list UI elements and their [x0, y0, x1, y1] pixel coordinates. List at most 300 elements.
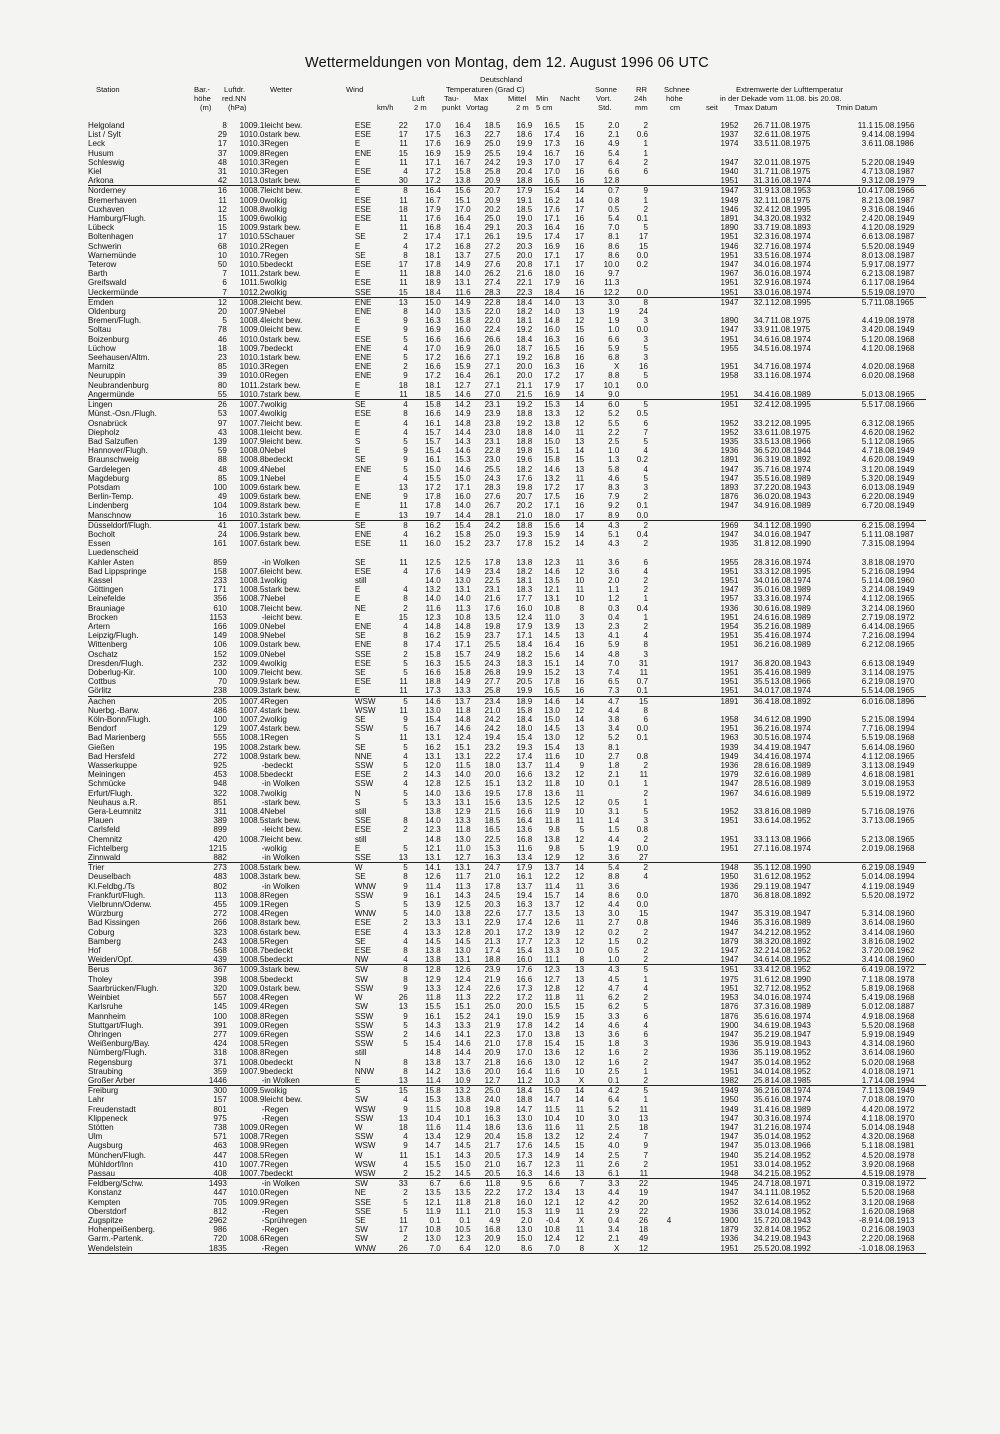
sunshine: 8.3	[608, 482, 620, 492]
since-year: 1954	[720, 621, 739, 631]
weather: Regen	[264, 250, 289, 260]
weather: Nebel	[264, 621, 286, 631]
since-year: 1936	[720, 1206, 739, 1216]
temp-mean: 13.7	[516, 761, 533, 771]
baro-height: 85	[217, 362, 227, 372]
wind-dir: NNW	[354, 1066, 375, 1076]
tmin-value: 5.9	[861, 1029, 873, 1039]
pressure: 1010.3	[239, 510, 265, 520]
temp-mean: 15.4	[516, 946, 533, 956]
precip: 1	[643, 148, 649, 158]
temp-mean: 16.4	[516, 816, 533, 826]
temp-air: 18.4	[425, 287, 441, 297]
wind-speed: 2	[403, 603, 408, 613]
tmin-value	[827, 650, 873, 659]
baro-height: 23	[217, 353, 227, 363]
temp-mean: 15.8	[516, 705, 533, 715]
wind-dir: still	[354, 575, 367, 585]
table-row	[88, 1095, 926, 1104]
sunshine: 5.5	[608, 418, 620, 428]
sunshine: 6.5	[608, 677, 620, 687]
wind-speed: 4	[388, 400, 408, 410]
tmax-value: 34.4	[753, 742, 770, 752]
precip: 2	[643, 788, 649, 798]
pressure: 1007.4	[239, 705, 265, 715]
temp-max: 4.9	[489, 1215, 501, 1225]
since-year: 1893	[720, 482, 739, 492]
temp-max: 13.5	[484, 612, 501, 622]
since-year	[690, 798, 739, 807]
since-year: 1936	[720, 1039, 739, 1049]
weather: Regen	[264, 890, 289, 900]
table-row	[88, 1114, 926, 1123]
wind-dir: SSE	[354, 649, 372, 659]
station-name: Karlsruhe	[88, 1002, 123, 1012]
pressure: 1008.9	[239, 1141, 265, 1151]
since-year	[690, 825, 739, 834]
since-year: 1876	[720, 1011, 739, 1021]
temp-max: 19.8	[484, 621, 501, 631]
tmax-date: 16.08.1989	[770, 761, 811, 771]
snow-depth	[648, 344, 690, 353]
station-name: Hof	[88, 946, 101, 956]
tmax-date: 12.08.1990	[769, 863, 826, 873]
pressure: 1008.7	[239, 834, 265, 844]
table-row	[88, 1076, 926, 1086]
wind-dir: ESE	[354, 566, 372, 576]
table-row	[88, 511, 926, 521]
temp-max: 20.5	[484, 1150, 501, 1160]
temp-air: 18.1	[425, 380, 441, 390]
temp-max: 23.0	[484, 427, 501, 437]
weather: Schauer	[264, 232, 295, 242]
weather: stark bew.	[264, 872, 301, 882]
table-row	[88, 835, 926, 844]
baro-height: 266	[213, 918, 227, 928]
baro-height: 323	[213, 927, 227, 937]
pressure: 1008.8	[239, 1048, 265, 1058]
sunshine: 1.0	[608, 446, 620, 456]
baro-height: 49	[217, 492, 227, 502]
tmax-date: 12.08.1990	[770, 974, 811, 984]
tmin-value: 3.8	[861, 936, 873, 946]
wind-dir: SSW	[354, 1011, 374, 1021]
tmax-date: 20.08.1943	[770, 658, 811, 668]
dewpoint: 12.4	[454, 983, 471, 993]
weather: Regen	[264, 139, 289, 149]
tmin-value: 3.8	[861, 557, 873, 567]
temp-air: 13.1	[425, 733, 441, 743]
since-year: 1876	[720, 492, 739, 502]
temp-mean: 18.2	[516, 307, 533, 317]
wind-dir: E	[354, 380, 361, 390]
tmin-value: 5.7	[861, 807, 873, 817]
tmax-value: 34.6	[753, 334, 770, 344]
precip: 15	[639, 909, 649, 919]
temp-min: 13.3	[544, 946, 560, 956]
temp-min: 15.5	[544, 1002, 560, 1012]
sunshine: 9.7	[608, 269, 620, 279]
sunshine: 1.3	[608, 455, 620, 465]
tmin-date: 12.08.1965	[873, 418, 915, 428]
sunshine: 5.1	[608, 529, 620, 539]
tmin-value: 10.4	[827, 186, 873, 196]
baro-height: 50	[217, 260, 227, 270]
temp-air: 17.1	[425, 157, 441, 167]
table-row	[88, 761, 926, 770]
temp-max: 11.8	[471, 1179, 501, 1189]
wind-dir: SSW	[354, 1039, 374, 1049]
dewpoint: 13.3	[454, 686, 471, 696]
since-year: 1945	[690, 1179, 739, 1189]
snow-depth	[648, 613, 690, 622]
snow-depth	[648, 176, 690, 186]
tmin-value: 4.7	[861, 446, 873, 456]
pressure: -	[261, 1215, 265, 1225]
station-name: Neuruppin	[88, 371, 126, 381]
temp-night: 12	[575, 1048, 585, 1058]
sunshine: 1.8	[608, 1039, 620, 1049]
baro-height: 975	[213, 1113, 227, 1123]
precip: 0.8	[636, 825, 649, 835]
tmax-value: 33.6	[753, 816, 770, 826]
header-sonne1: Sonne	[595, 85, 617, 94]
tmin-date: 20.08.1968	[873, 362, 915, 372]
tmax-date: 12.08.1995	[770, 418, 811, 428]
tmin-date: 20.08.1962	[873, 946, 915, 956]
since-year: 1900	[720, 1215, 739, 1225]
temp-mean: 13.7	[516, 881, 533, 891]
station-name: Lüchow	[88, 343, 116, 353]
pressure: 1013.0	[239, 176, 265, 186]
tmin-date: 18.08.1970	[873, 1113, 915, 1123]
tmin-value: 6.4	[861, 621, 873, 631]
temp-air: 16.6	[425, 409, 441, 419]
wind-dir: ESE	[354, 195, 372, 205]
sunshine: 4.8	[608, 649, 620, 659]
wind-speed: 8	[403, 1057, 408, 1067]
pressure: 1009.9	[239, 223, 265, 233]
station-name: Boizenburg	[88, 334, 129, 344]
temp-min: 15.2	[544, 539, 560, 549]
station-name: Schmücke	[88, 779, 126, 789]
weather: Regen	[264, 1020, 289, 1030]
temp-night: 14	[560, 400, 584, 410]
station-name: Diepholz	[88, 427, 120, 437]
temp-air: 13.3	[425, 797, 441, 807]
tmax-date: 14.08.1952	[770, 955, 811, 965]
sunshine: 4.9	[608, 139, 620, 149]
weather: bedeckt	[264, 974, 293, 984]
temp-mean: 16.9	[516, 121, 533, 130]
since-year: 1951	[720, 612, 739, 622]
tmax-date: 16.08.1974	[770, 371, 811, 381]
tmin-date: 18.08.1981	[873, 1141, 915, 1151]
temp-night: 12	[575, 418, 585, 428]
precip: 0.5	[636, 409, 649, 419]
snow-depth	[648, 891, 690, 900]
precip: 0.2	[636, 455, 649, 465]
tmin-value: 4.1	[861, 1113, 873, 1123]
temp-mean: 18.4	[516, 640, 533, 650]
wind-dir: SSW	[354, 724, 374, 734]
station-name: Greifswald	[88, 278, 127, 288]
snow-depth	[648, 622, 690, 631]
weather: stark bew.	[264, 927, 301, 937]
station-name: Vielbrunn/Odenw.	[88, 900, 152, 910]
table-row	[88, 335, 926, 344]
tmin-date: 20.08.1968	[873, 343, 915, 353]
sunshine: 0.5	[608, 946, 620, 956]
temp-air: 12.1	[425, 843, 441, 853]
temp-max: 22.5	[484, 575, 501, 585]
precip: 7	[643, 427, 649, 437]
tmax-value: 32.0	[753, 157, 770, 167]
since-year: 1879	[720, 936, 739, 946]
tmax-date: 14.08.1952	[770, 1225, 811, 1235]
dewpoint: 17.1	[454, 232, 471, 242]
table-row	[88, 1160, 926, 1169]
temp-night: 14	[575, 890, 585, 900]
tmax-date: 16.08.1989	[770, 807, 811, 817]
temp-mean: 18.8	[516, 176, 533, 186]
baro-height: 18	[217, 343, 227, 353]
wind-dir: E	[354, 269, 361, 279]
baro-height: 320	[213, 983, 227, 993]
dewpoint: 16.7	[454, 157, 471, 167]
temp-mean: 17.9	[500, 863, 532, 873]
baro-height: 100	[213, 667, 227, 677]
wind-speed: 2	[403, 825, 408, 835]
temp-max: 23.2	[484, 742, 501, 752]
temp-min: 15.6	[532, 520, 560, 530]
since-year: 1937	[720, 130, 739, 140]
tmin-value	[827, 511, 873, 521]
tmax-date: 14.08.1952	[770, 1159, 811, 1169]
weather: Regen	[264, 1011, 289, 1021]
temp-night: 16	[575, 176, 585, 186]
tmax-date: 20.08.1932	[770, 214, 811, 224]
snow-depth	[648, 1012, 690, 1021]
tmax-value: 25.8	[753, 1075, 770, 1085]
pressure: 1010.0	[239, 1188, 265, 1198]
dewpoint: 15.3	[454, 455, 471, 465]
sunshine: 4.4	[608, 705, 620, 715]
temp-max: 21.0	[484, 1159, 501, 1169]
sunshine: 3.3	[608, 1011, 620, 1021]
since-year: 1947	[720, 1113, 739, 1123]
temp-air: 17.3	[425, 686, 441, 696]
temp-air: 17.6	[425, 566, 441, 576]
pressure: 1008.1	[239, 575, 265, 585]
tmax-date: 11.08.1975	[770, 121, 811, 130]
temp-min: 13.5	[544, 909, 560, 919]
precip: 13	[639, 1113, 649, 1123]
precip: 31	[639, 658, 649, 668]
station-name: Nürnberg/Flugh.	[88, 1048, 147, 1058]
pressure: 1008.4	[239, 807, 265, 817]
station-name: Teterow	[88, 260, 117, 270]
wind-speed: 9	[403, 455, 408, 465]
baro-height: 15	[217, 214, 227, 224]
tmax-value: 34.6	[753, 788, 770, 798]
wind-speed: 9	[403, 983, 408, 993]
tmin-value: 11.1	[857, 121, 873, 130]
snow-depth	[648, 844, 690, 853]
wind-speed: 11	[399, 1215, 408, 1225]
tmax-value: 36.0	[753, 492, 770, 502]
precip	[619, 278, 648, 287]
snow-depth	[648, 251, 690, 260]
tmin-date: 20.08.1949	[873, 214, 915, 224]
dewpoint: 14.9	[454, 566, 471, 576]
dewpoint: 12.5	[454, 557, 471, 567]
temp-night: 15	[575, 1011, 585, 1021]
weather: in Wolken	[264, 1075, 300, 1085]
temp-air: 14.1	[408, 863, 441, 873]
weather: leicht bew.	[264, 825, 303, 835]
wind-dir: WNW	[354, 881, 376, 891]
pressure: 1009.8	[239, 501, 265, 511]
tmin-date: 19.08.1970	[873, 677, 915, 687]
precip: 0.7	[636, 677, 649, 687]
baro-height: 31	[217, 167, 227, 177]
temp-max: 20.7	[471, 186, 501, 196]
temp-max: 27.5	[484, 250, 501, 260]
table-row	[88, 1048, 926, 1057]
tmax-date: 16.08.1974	[770, 334, 811, 344]
weather: stark bew.	[264, 686, 301, 696]
wind-speed: 4	[403, 955, 408, 965]
sunshine: 5.9	[608, 343, 620, 353]
temp-air: 17.0	[425, 343, 441, 353]
temp-min: 14.6	[544, 566, 560, 576]
dewpoint: 16.6	[454, 334, 471, 344]
tmin-value: 3.6	[861, 918, 873, 928]
snow-depth	[648, 585, 690, 594]
header-press3: (hPa)	[228, 103, 247, 112]
wind-speed: 4	[403, 621, 408, 631]
since-year: 1967	[720, 269, 739, 279]
tmin-date: 19.08.1972	[873, 965, 926, 975]
tmax-date: 19.08.1952	[770, 1048, 811, 1058]
pressure: 1008.5	[227, 863, 264, 873]
tmax-value: 33.8	[753, 807, 770, 817]
tmax-date: 12.08.1990	[769, 520, 826, 530]
pressure: -	[261, 1113, 265, 1123]
temp-min: 13.6	[544, 788, 560, 798]
tmin-date: 20.08.1949	[873, 473, 915, 483]
sunshine: 3.0	[584, 297, 619, 307]
wind-dir: SSW	[354, 890, 374, 900]
temp-air: 13.2	[425, 585, 441, 595]
since-year: 1936	[720, 881, 739, 891]
baro-height: 12	[217, 204, 227, 214]
table-row	[88, 900, 926, 909]
temp-mean: 11.2	[517, 1075, 533, 1085]
pressure: 1009.1	[239, 900, 265, 910]
station-name: Konstanz	[88, 1188, 122, 1198]
station-name: Zugspitze	[88, 1215, 124, 1225]
table-row	[88, 158, 926, 167]
wind-speed: 33	[388, 1179, 408, 1189]
dewpoint: 15.7	[454, 649, 471, 659]
precip: 0.0	[636, 325, 649, 335]
temp-air: 6.7	[408, 1179, 441, 1189]
dewpoint: 14.9	[454, 677, 471, 687]
wind-speed: 4	[403, 529, 408, 539]
since-year: 1947	[720, 927, 739, 937]
temp-min: 17.9	[544, 278, 560, 288]
snow-depth	[648, 975, 690, 984]
sunshine: 6.1	[608, 1168, 620, 1178]
wind-speed: 5	[403, 797, 408, 807]
tmax-date: 12.08.1995	[770, 204, 811, 214]
temp-night: 3	[579, 612, 585, 622]
tmin-value: 5.5	[861, 287, 873, 297]
tmin-value: 5.5	[861, 788, 873, 798]
baro-height: 238	[213, 686, 227, 696]
pressure: 1007.9	[239, 1066, 265, 1076]
tmin-value: 4.6	[861, 770, 873, 780]
header-vortag: Vortag	[466, 103, 488, 112]
temp-air: 13.8	[425, 807, 441, 817]
temp-min: 13.2	[544, 1132, 560, 1142]
tmin-date: 20.08.1968	[873, 1188, 915, 1198]
weather: leicht bew.	[264, 1095, 303, 1105]
wind-speed: 17	[398, 1225, 408, 1235]
tmax-value: 31.2	[753, 1122, 770, 1132]
dewpoint: 15.1	[454, 1002, 471, 1012]
weather: bedeckt	[264, 1066, 293, 1076]
sunshine: 4.0	[608, 1141, 620, 1151]
precip: 5	[643, 807, 649, 817]
header-baro1: Bar.-	[194, 85, 211, 94]
tmax-date: 16.08.1974	[770, 464, 811, 474]
temp-air: 11.6	[425, 1122, 441, 1132]
pressure: 1012.2	[239, 287, 265, 297]
table-row	[88, 984, 926, 993]
snow-depth	[648, 576, 690, 585]
wind-speed: 11	[399, 501, 408, 511]
precip: 0.0	[636, 510, 649, 520]
tmin-date: 14.08.1960	[873, 1039, 915, 1049]
wind-speed	[388, 835, 408, 844]
weather: Regen	[264, 1188, 289, 1198]
precip: 1	[643, 797, 649, 807]
temp-mean: 19.3	[516, 529, 533, 539]
dewpoint: 13.5	[454, 1188, 471, 1198]
tmin-value: 6.0	[861, 482, 873, 492]
tmin-date: 20.08.1968	[873, 1132, 915, 1142]
pressure: 1008.8	[239, 890, 265, 900]
temp-min: 11.9	[544, 807, 560, 817]
temp-min: 11.6	[544, 751, 560, 761]
temp-mean: 17.9	[500, 186, 532, 196]
temp-mean: 19.4	[516, 890, 533, 900]
wind-speed: 30	[398, 176, 408, 186]
pressure: 1007.6	[239, 566, 265, 576]
temp-mean: 16.0	[516, 955, 533, 965]
dewpoint: 16.9	[454, 343, 471, 353]
tmin-value: 3.7	[861, 946, 873, 956]
tmax-date: 16.08.1974	[770, 232, 811, 242]
temp-air: 18.5	[425, 389, 441, 399]
tmax-value: 31.9	[738, 186, 769, 196]
weather: bedeckt	[264, 955, 293, 965]
dewpoint: 14.8	[454, 621, 471, 631]
weather: Nebel	[264, 807, 286, 817]
